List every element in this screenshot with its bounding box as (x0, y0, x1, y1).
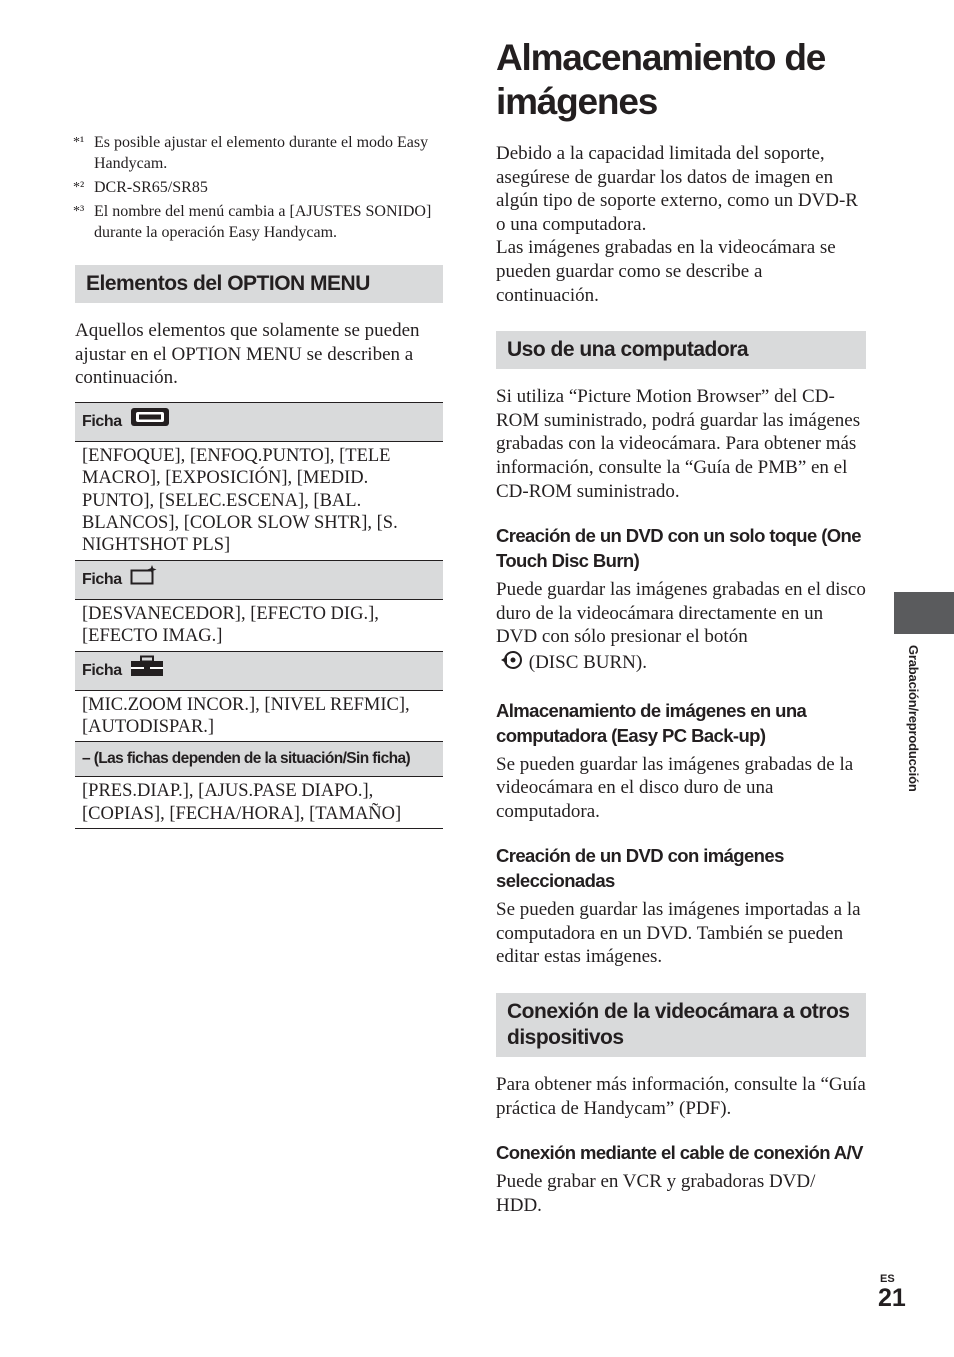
table-header-row (75, 651, 443, 690)
subheading-selected-dvd: Creación de un DVD con imágenes seleccionadas (496, 845, 784, 892)
option-menu-table (75, 402, 443, 829)
title-line-2: imágenes (496, 81, 658, 122)
selected-dvd-text: Se pueden guardar las imágenes importadas a la computadora en un DVD. También se pueden editar estas imágenes. (496, 899, 861, 968)
subheading-one-touch: Creación de un DVD con un solo toque (One Touch Disc Burn) (496, 525, 861, 572)
tab-label: – (Las fichas dependen de la situación/Sin ficha) (75, 742, 443, 777)
side-tab-marker (894, 592, 954, 634)
one-touch-text (496, 578, 866, 677)
av-cable-text: Puede grabar en VCR y grabadoras DVD/ HDD. (496, 1171, 816, 1216)
table-header-row (75, 402, 443, 441)
title-line-1: Almacenamiento de (496, 37, 826, 78)
footnote-text: DCR-SR65/SR85 (94, 179, 208, 196)
footnote-1 (75, 132, 443, 174)
option-menu-intro: Aquellos elementos que solamente se pueden ajustar en el OPTION MENU se describen a continuación. (75, 320, 420, 389)
footnote-mark: *² (73, 180, 85, 195)
footnote-text: El nombre del menú cambia a [AJUSTES SONIDO] durante la operación Easy Handycam. (94, 203, 432, 241)
effects-tab-icon (130, 564, 158, 596)
footnote-text: Es posible ajustar el elemento durante el modo Easy Handycam. (94, 134, 429, 172)
section-devices-text: Para obtener más información, consulte la “Guía práctica de Handycam” (PDF). (496, 1074, 866, 1119)
table-header-row (75, 742, 443, 777)
page-language: ES (880, 1273, 895, 1285)
table-row (75, 599, 443, 651)
intro-paragraph-2: Las imágenes grabadas en la videocámara se pueden guardar como se describe a continuación. (496, 237, 836, 306)
subheading-easy-pc-backup: Almacenamiento de imágenes en una computadora (Easy PC Back-up) (496, 699, 807, 746)
table-cell: [DESVANECEDOR], [EFECTO DIG.], [EFECTO IMAG.] (75, 599, 443, 651)
subheading-av-cable: Conexión mediante el cable de conexión A/V (496, 1142, 863, 1164)
footnote-mark: *¹ (73, 135, 85, 150)
footnote-mark: *³ (73, 204, 85, 219)
footnote-2 (75, 177, 443, 198)
table-cell: [PRES.DIAP.], [AJUS.PASE DIAPO.], [COPIAS], [FECHA/HORA], [TAMAÑO] (75, 777, 443, 829)
section-computer-text: Si utiliza “Picture Motion Browser” del CD-ROM suministrado, podrá guardar las imágenes grabadas con la videocámara. Para obtener más información, consulte la “Guía de PMB” en el CD-ROM suministrado. (496, 386, 861, 502)
table-row (75, 777, 443, 829)
right-column (496, 36, 866, 1217)
one-touch-text-end: (DISC BURN). (528, 651, 647, 673)
table-row (75, 690, 443, 742)
page-title (496, 36, 866, 124)
table-header-row (75, 560, 443, 599)
table-cell: [ENFOQUE], [ENFOQ.PUNTO], [TELE MACRO], [EXPOSICIÓN], [MEDID. PUNTO], [SELEC.ESCENA], [BAL. BLANCOS], [COLOR SLOW SHTR], [S. NIGHTSHOT PLS] (75, 441, 443, 560)
table-cell: [MIC.ZOOM INCOR.], [NIVEL REFMIC], [AUTODISPAR.] (75, 690, 443, 742)
footnote-3 (75, 201, 443, 243)
disc-burn-icon (500, 649, 524, 678)
section-heading-devices: Conexión de la videocámara a otros dispositivos (496, 993, 866, 1057)
tab-label: Ficha (82, 571, 122, 589)
intro-paragraph-1: Debido a la capacidad limitada del soporte, asegúrese de guardar los datos de imagen en algún tipo de soporte externo, como un DVD-R o una computadora. (496, 143, 858, 235)
tab-label: Ficha (82, 413, 122, 431)
option-menu-heading: Elementos del OPTION MENU (75, 265, 443, 303)
side-tab-label: Grabación/reproducción (906, 645, 921, 792)
camera-tab-icon (130, 406, 170, 438)
tab-label: Ficha (82, 661, 122, 679)
table-row (75, 441, 443, 560)
footnotes (75, 132, 443, 243)
easy-pc-backup-text: Se pueden guardar las imágenes grabadas de la videocámara en el disco duro de una computadora. (496, 753, 854, 822)
page-number: 21 (878, 1284, 906, 1312)
left-column (75, 132, 443, 829)
section-heading-computer: Uso de una computadora (496, 331, 866, 369)
toolbox-tab-icon (130, 655, 164, 687)
one-touch-text-main: Puede guardar las imágenes grabadas en el disco duro de la videocámara directamente en un DVD con sólo presionar el botón (496, 579, 866, 648)
